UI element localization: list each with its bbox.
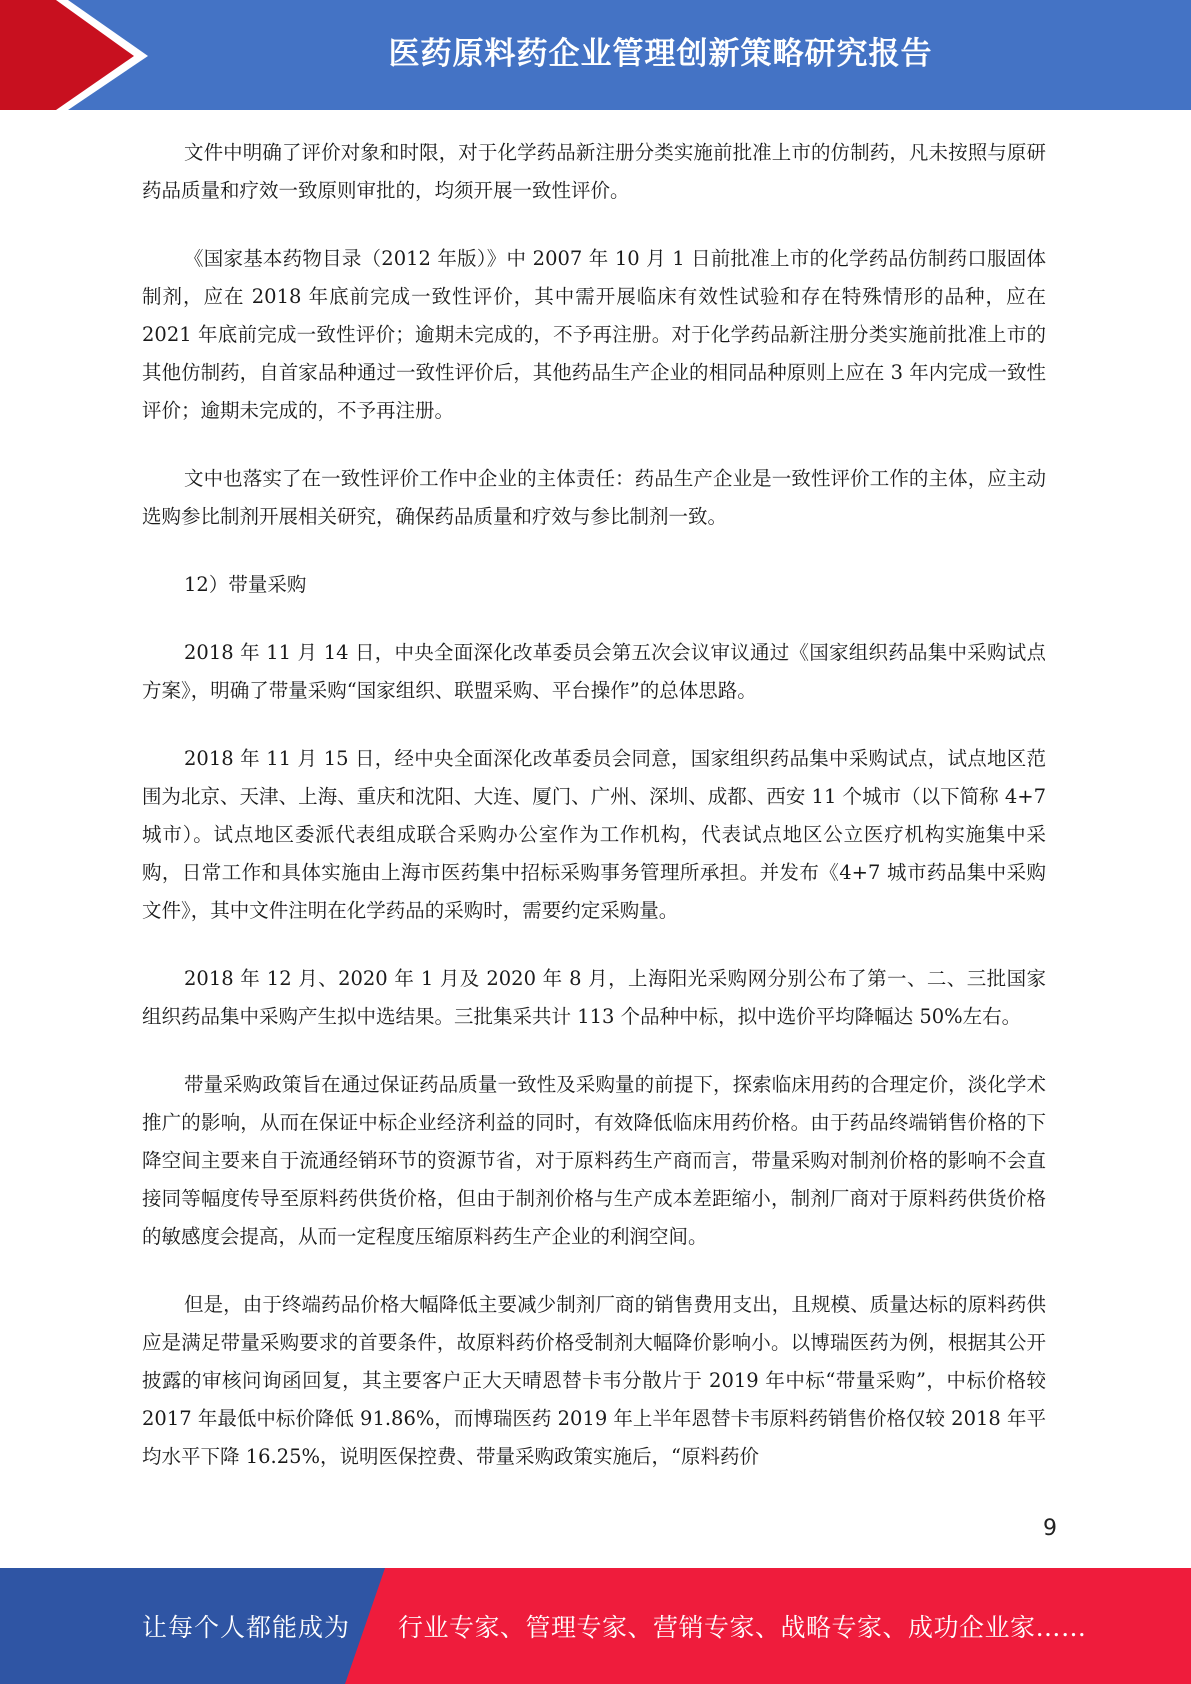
paragraph: 2018 年 11 月 15 日，经中央全面深化改革委员会同意，国家组织药品集中采购试点，试点地区范围为北京、天津、上海、重庆和沈阳、大连、厦门、广州、深圳、成都、西安 11 个城市（以下简称 4+7 城市）。试点地区委派代表组成联合采购办公室作为工作机构，代表试点地区公立医疗机构实施集中采购，日常工作和具体实施由上海市医药集中招标采购事务管理所承担。并发布《4+7 城市药品集中采购文件》，其中文件注明在化学药品的采购时，需要约定采购量。	[142, 747, 1046, 922]
page-header	[0, 0, 1191, 110]
paragraph: 但是，由于终端药品价格大幅降低主要减少制剂厂商的销售费用支出，且规模、质量达标的原料药供应是满足带量采购要求的首要条件，故原料药价格受制剂大幅降价影响小。以博瑞医药为例，根据其公开披露的审核问询函回复，其主要客户正大天晴恩替卡韦分散片于 2019 年中标“带量采购”，中标价格较 2017 年最低中标价降低 91.86%，而博瑞医药 2019 年上半年恩替卡韦原料药销售价格仅较 2018 年平均水平下降 16.25%，说明医保控费、带量采购政策实施后，“原料药价	[142, 1293, 1046, 1468]
page-footer	[0, 1568, 1191, 1684]
paragraph: 带量采购政策旨在通过保证药品质量一致性及采购量的前提下，探索临床用药的合理定价，淡化学术推广的影响，从而在保证中标企业经济利益的同时，有效降低临床用药价格。由于药品终端销售价格的下降空间主要来自于流通经销环节的资源节省，对于原料药生产商而言，带量采购对制剂价格的影响不会直接同等幅度传导至原料药供货价格，但由于制剂价格与生产成本差距缩小，制剂厂商对于原料药供货价格的敏感度会提高，从而一定程度压缩原料药生产企业的利润空间。	[142, 1073, 1046, 1248]
section-heading: 12）带量采购	[184, 573, 307, 596]
paragraph: 《国家基本药物目录（2012 年版）》中 2007 年 10 月 1 日前批准上市的化学药品仿制药口服固体制剂，应在 2018 年底前完成一致性评价，其中需开展临床有效性试验和存在特殊情形的品种，应在 2021 年底前完成一致性评价；逾期未完成的，不予再注册。对于化学药品新注册分类实施前批准上市的其他仿制药，自首家品种通过一致性评价后，其他药品生产企业的相同品种原则上应在 3 年内完成一致性评价；逾期未完成的，不予再注册。	[142, 247, 1046, 422]
footer-slogan-right: 行业专家、管理专家、营销专家、战略专家、成功企业家……	[398, 1613, 1087, 1642]
paragraph: 文件中明确了评价对象和时限，对于化学药品新注册分类实施前批准上市的仿制药，凡未按照与原研药品质量和疗效一致原则审批的，均须开展一致性评价。	[142, 141, 1046, 202]
footer-slogan-left: 让每个人都能成为	[142, 1613, 351, 1642]
paragraph: 文中也落实了在一致性评价工作中企业的主体责任：药品生产企业是一致性评价工作的主体，应主动选购参比制剂开展相关研究，确保药品质量和疗效与参比制剂一致。	[142, 467, 1046, 528]
document-title: 医药原料药企业管理创新策略研究报告	[388, 35, 933, 72]
paragraph: 2018 年 11 月 14 日，中央全面深化改革委员会第五次会议审议通过《国家组织药品集中采购试点方案》，明确了带量采购“国家组织、联盟采购、平台操作”的总体思路。	[142, 641, 1046, 702]
paragraph: 2018 年 12 月、2020 年 1 月及 2020 年 8 月，上海阳光采购网分别公布了第一、二、三批国家组织药品集中采购产生拟中选结果。三批集采共计 113 个品种中标，拟中选价平均降幅达 50%左右。	[142, 967, 1046, 1028]
page-number: 9	[1043, 1516, 1057, 1541]
body-text	[142, 134, 1046, 1506]
